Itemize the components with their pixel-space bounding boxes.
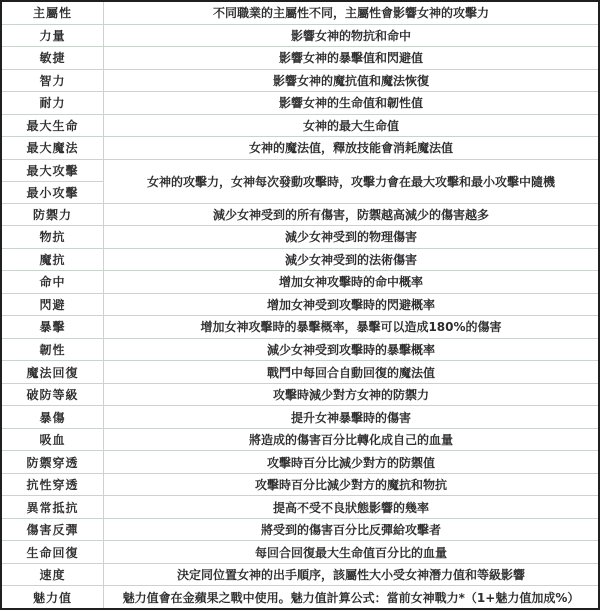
table-row (2, 248, 598, 271)
attribute-name-cell: 速度 (2, 564, 104, 586)
attribute-description-cell: 影響女神的暴擊值和閃避值 (278, 51, 423, 66)
attribute-name-cell: 防禦穿透 (2, 451, 104, 473)
table-row (2, 405, 598, 428)
table-row (2, 69, 598, 92)
attribute-name-cell: 閃避 (2, 294, 104, 316)
attribute-description-cell: 影響女神的生命值和韌性值 (278, 96, 423, 111)
attribute-name-cell: 最大生命 (2, 115, 104, 137)
attribute-description-cell: 影響女神的物抗和命中 (290, 28, 411, 43)
table-row (2, 2, 598, 24)
table-row (2, 360, 598, 383)
attribute-description-cell: 增加女神攻擊時的命中概率 (278, 275, 423, 290)
attribute-name-cell: 最大攻擊 (26, 163, 79, 178)
attribute-name-cell: 耐力 (2, 92, 104, 114)
attribute-name-cell: 暴傷 (2, 406, 104, 428)
attribute-description-cell: 提升女神暴擊時的傷害 (290, 410, 411, 425)
attribute-name-cell: 生命回復 (2, 541, 104, 563)
attribute-description-cell: 女神的最大生命值 (302, 118, 399, 133)
table-row (2, 203, 598, 226)
attribute-name-cell: 最小攻擊 (2, 181, 103, 203)
table-row (2, 540, 598, 563)
attribute-description-cell: 魅力值會在金蘋果之戰中使用。魅力值計算公式：當前女神戰力*（1+魅力值加成%） (122, 590, 580, 605)
attribute-name-stack (2, 160, 104, 203)
table-row (2, 383, 598, 406)
attribute-description-cell: 攻擊時百分比減少對方的防禦值 (266, 455, 435, 470)
attribute-description-cell: 減少女神受到攻擊時的暴擊概率 (266, 342, 435, 357)
attribute-description-cell: 增加女神攻擊時的暴擊概率，暴擊可以造成180%的傷害 (200, 320, 502, 335)
attribute-name-cell: 主屬性 (2, 2, 104, 24)
table-row (2, 225, 598, 248)
attribute-description-cell: 每回合回復最大生命值百分比的血量 (254, 545, 447, 560)
attribute-name-cell: 魔法回復 (2, 361, 104, 383)
attribute-name-cell: 防禦力 (2, 204, 104, 226)
attribute-description-cell: 影響女神的魔抗值和魔法恢復 (272, 73, 429, 88)
table-row (2, 473, 598, 496)
attribute-description-cell: 女神的攻擊力，女神每次發動攻擊時，攻擊力會在最大攻擊和最小攻擊中隨機 (146, 174, 555, 189)
table-row (2, 495, 598, 518)
attribute-name-cell: 吸血 (2, 429, 104, 451)
attribute-description-cell: 戰鬥中每回合自動回復的魔法值 (266, 365, 435, 380)
attribute-description-cell: 提高不受不良狀態影響的幾率 (272, 500, 429, 515)
attribute-name-cell: 命中 (2, 271, 104, 293)
attribute-description-cell: 將造成的傷害百分比轉化成自己的血量 (248, 433, 453, 448)
attribute-description-cell: 減少女神受到的物理傷害 (284, 230, 417, 245)
table-row (2, 24, 598, 47)
table-row (2, 450, 598, 473)
table-row (2, 338, 598, 361)
table-row (2, 315, 598, 338)
attribute-name-cell: 韌性 (2, 339, 104, 361)
attribute-description-cell: 攻擊時百分比減少對方的魔抗和物抗 (254, 478, 447, 493)
attribute-name-cell: 力量 (2, 25, 104, 47)
attribute-description-cell: 不同職業的主屬性不同，主屬性會影響女神的攻擊力 (212, 6, 489, 21)
table-row (2, 114, 598, 137)
attribute-name-cell: 破防等級 (2, 384, 104, 406)
attribute-name-cell: 魔抗 (2, 249, 104, 271)
attribute-name-cell: 暴擊 (2, 316, 104, 338)
attribute-description-cell: 決定同位置女神的出手順序，該屬性大小受女神潛力值和等級影響 (176, 568, 525, 583)
attribute-name-cell: 敏捷 (2, 47, 104, 69)
attribute-name-cell: 智力 (2, 70, 104, 92)
table-row-merged (2, 159, 598, 203)
attribute-name-cell: 異常抵抗 (2, 496, 104, 518)
attribute-name-cell: 抗性穿透 (2, 474, 104, 496)
attribute-name-cell: 傷害反彈 (2, 519, 104, 541)
table-row (2, 270, 598, 293)
attribute-description-cell: 女神的魔法值，釋放技能會消耗魔法值 (248, 141, 453, 156)
table-row (2, 585, 598, 608)
table-row (2, 136, 598, 159)
table-row (2, 46, 598, 69)
attribute-name-cell: 魅力值 (2, 586, 104, 608)
table-row (2, 518, 598, 541)
table-row (2, 428, 598, 451)
attribute-description-cell: 攻擊時減少對方女神的防禦力 (272, 388, 429, 403)
attribute-description-cell: 減少女神受到的所有傷害，防禦越高減少的傷害越多 (212, 207, 489, 222)
table-row (2, 293, 598, 316)
attribute-description-cell: 將受到的傷害百分比反彈給攻擊者 (260, 523, 441, 538)
attribute-name-cell: 最大魔法 (2, 137, 104, 159)
table-row (2, 563, 598, 586)
attribute-description-cell: 增加女神受到攻擊時的閃避概率 (266, 297, 435, 312)
table-row (2, 91, 598, 114)
attribute-name-cell: 物抗 (2, 226, 104, 248)
attribute-description-cell: 減少女神受到的法術傷害 (284, 252, 417, 267)
